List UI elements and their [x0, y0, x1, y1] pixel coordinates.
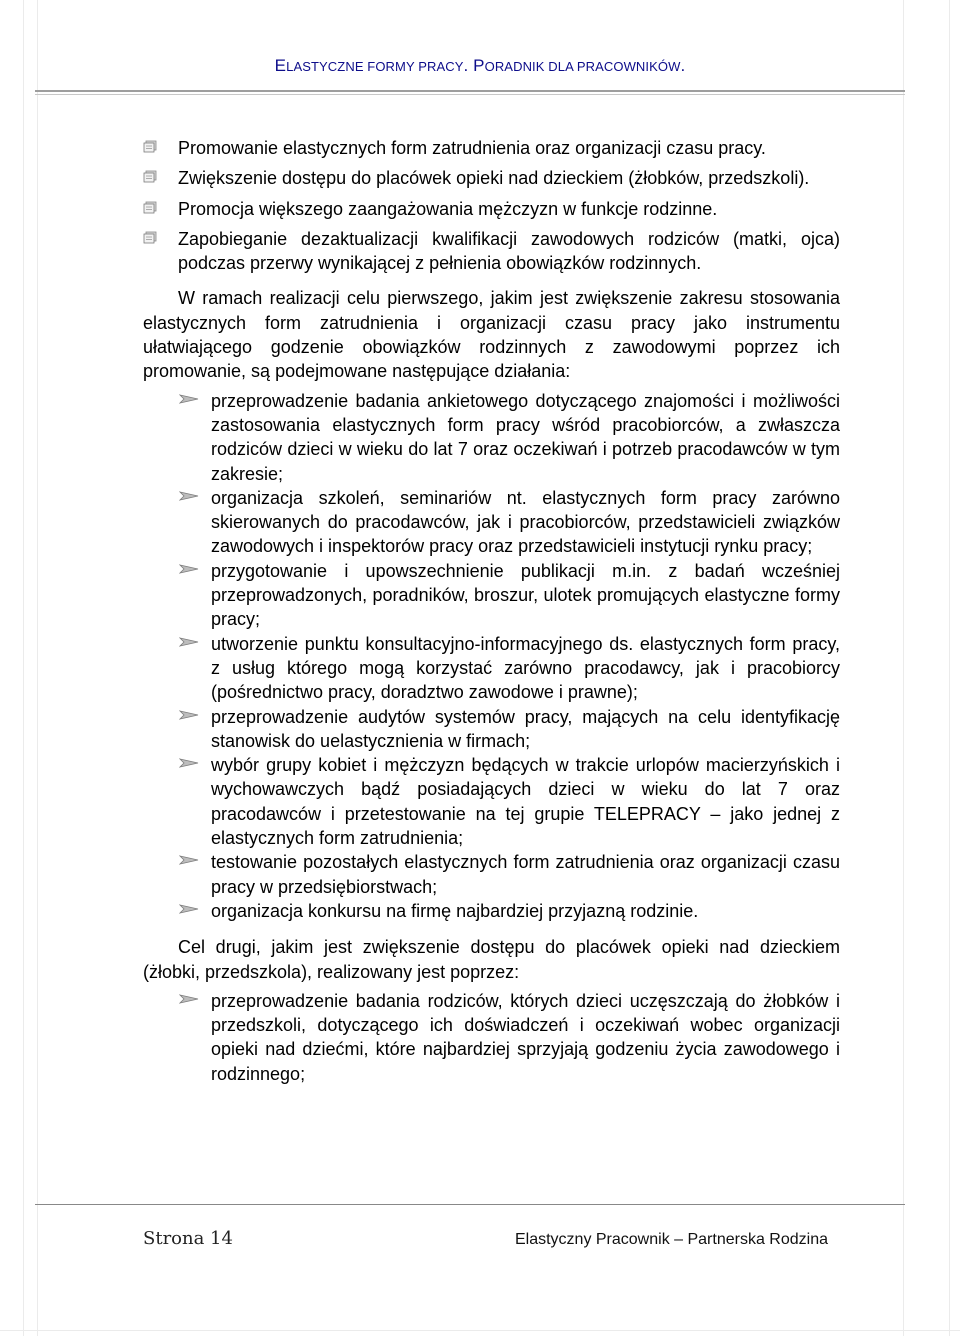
paragraph-goal-two: Cel drugi, jakim jest zwiększenie dostępu do placówek opieki nad dzieckiem (żłobki, przedszkola), realizowany jest poprzez: — [143, 937, 840, 982]
arrow-bullet-icon — [179, 564, 199, 574]
document-stack-icon — [143, 140, 158, 153]
goal-item — [143, 166, 840, 190]
arrow-bullet-icon — [179, 637, 199, 647]
arrow-bullet-icon — [179, 904, 199, 914]
header-cap-2: . P — [463, 56, 485, 75]
action-text: organizacja konkursu na firmę najbardziej przyjazną rodzinie. — [211, 900, 699, 921]
goal-text: Zapobieganie dezaktualizacji kwalifikacji zawodowych rodziców (matki, ojca) podczas przerwy wynikającej z pełnienia obowiązków rodzinnych. — [178, 228, 840, 274]
header-rest-2: ORADNIK DLA PRACOWNIKÓW — [484, 59, 681, 74]
action-item — [143, 632, 840, 705]
action-text: przeprowadzenie badania ankietowego dotyczącego znajomości i możliwości zastosowania elastycznych form pracy wśród pracobiorców, a zwłaszcza rodziców dzieci w wieku do lat 7 oraz oczekiwań i potrzeb pracodawców w tym zakresie; — [211, 390, 840, 484]
header-rule — [35, 90, 905, 92]
action-item — [143, 753, 840, 850]
action-text: przygotowanie i upowszechnienie publikacji m.in. z badań wcześniej przeprowadzonych, poradników, broszur, ulotek promujących elastyczne formy pracy; — [211, 560, 840, 630]
goal-item — [143, 136, 840, 160]
action-item — [143, 389, 840, 486]
action-item — [143, 559, 840, 632]
action-text: przeprowadzenie audytów systemów pracy, mających na celu identyfikację stanowisk do uelastycznienia w firmach; — [211, 706, 840, 751]
document-stack-icon — [143, 170, 158, 183]
publication-title: Elastyczny Pracownik – Partnerska Rodzina — [514, 1231, 828, 1248]
document-stack-icon — [143, 231, 158, 244]
page-margin-left — [23, 0, 38, 1336]
action-item — [143, 850, 840, 899]
page-edge — [0, 1330, 960, 1331]
page-content — [143, 136, 840, 1086]
action-text: testowanie pozostałych elastycznych form zatrudnienia oraz organizacji czasu pracy w przedsiębiorstwach; — [211, 852, 840, 897]
actions-list-goal-two — [143, 989, 840, 1086]
running-header — [0, 56, 960, 76]
page-margin-right — [903, 0, 950, 1336]
action-item — [143, 705, 840, 754]
action-text: organizacja szkoleń, seminariów nt. elastycznych form pracy zarówno skierowanych do pracodawców, jak i pracobiorców, przedstawicieli związków zawodowych i inspektorów pracy oraz przedstawicieli instytucji rynku pracy; — [211, 487, 840, 557]
header-rest-1: LASTYCZNE FORMY PRACY — [286, 59, 464, 74]
arrow-bullet-icon — [179, 855, 199, 865]
goal-item — [143, 227, 840, 276]
arrow-bullet-icon — [179, 710, 199, 720]
arrow-bullet-icon — [179, 758, 199, 768]
action-item — [143, 899, 840, 923]
arrow-bullet-icon — [179, 491, 199, 501]
header-rule-thin — [35, 94, 905, 95]
action-text: utworzenie punktu konsultacyjno-informacyjnego ds. elastycznych form pracy, z usług którego mogą korzystać zarówno pracodawcy, jak i pracobiorcy (pośrednictwo pracy, doradztwo zawodowe i prawne); — [211, 633, 840, 703]
action-item — [143, 486, 840, 559]
paragraph-goal-one: W ramach realizacji celu pierwszego, jakim jest zwiększenie zakresu stosowania elastycznych form zatrudnienia i organizacji czasu pracy jako instrumentu ułatwiającego godzenie obowiązków rodzinnych z zawodowymi poprzez ich promowanie, są podejmowane następujące działania: — [143, 288, 840, 382]
footer-rule — [35, 1204, 905, 1205]
goal-item — [143, 197, 840, 221]
page-number: Strona 14 — [143, 1228, 233, 1249]
action-text: przeprowadzenie badania rodziców, których dzieci uczęszczają do żłobków i przedszkoli, dotyczącego ich doświadczeń i oczekiwań wobec organizacji opieki nad dziećmi, które najbardziej sprzyjają godzeniu życia zawodowego i rodzinnego; — [211, 990, 840, 1084]
document-stack-icon — [143, 201, 158, 214]
arrow-bullet-icon — [179, 394, 199, 404]
arrow-bullet-icon — [179, 994, 199, 1004]
goals-list — [143, 136, 840, 275]
header-cap-1: E — [274, 56, 287, 75]
header-cap-3: . — [680, 56, 686, 75]
action-item — [143, 989, 840, 1086]
goal-text: Promowanie elastycznych form zatrudnienia oraz organizacji czasu pracy. — [178, 138, 766, 158]
goal-text: Zwiększenie dostępu do placówek opieki nad dzieckiem (żłobków, przedszkoli). — [178, 168, 810, 189]
actions-list-goal-one — [143, 389, 840, 924]
action-text: wybór grupy kobiet i mężczyzn będących w trakcie urlopów macierzyńskich i wychowawczych bądź posiadających dzieci w wieku do lat 7 oraz pracodawców i przetestowanie na tej grupie TELEPRACY – jako jednej z elastycznych form zatrudnienia; — [211, 755, 840, 849]
goal-text: Promocja większego zaangażowania mężczyzn w funkcje rodzinne. — [178, 198, 718, 219]
